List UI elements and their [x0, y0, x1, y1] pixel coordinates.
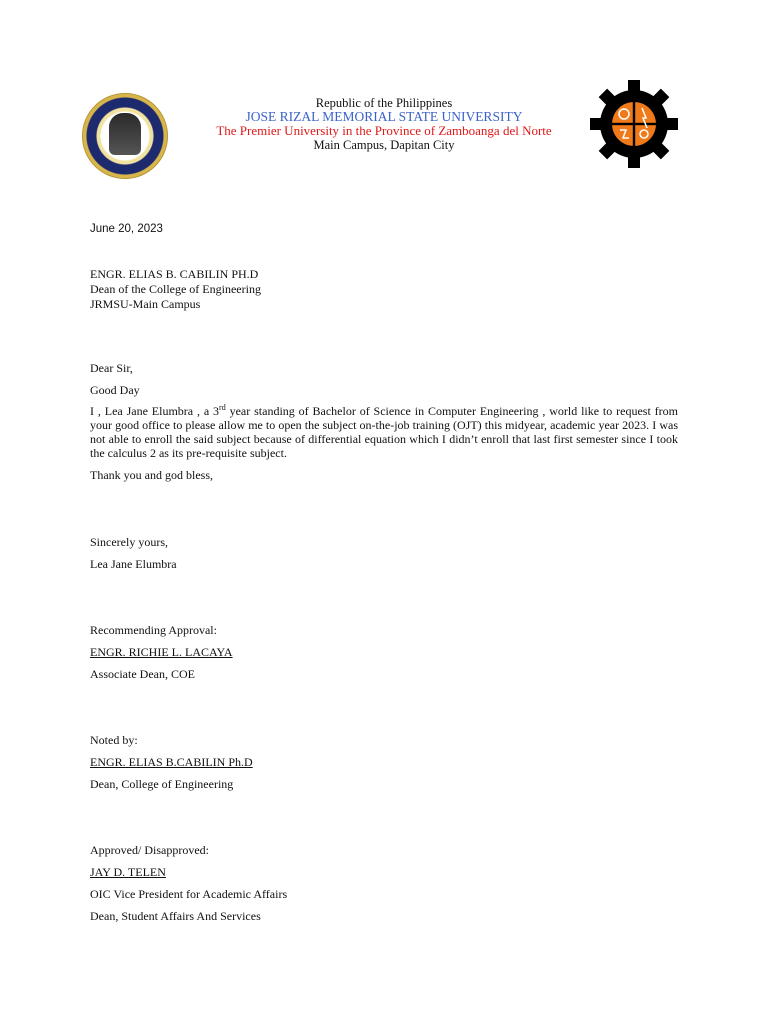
- recipient-name: ENGR. ELIAS B. CABILIN PH.D: [90, 267, 259, 281]
- greeting: Good Day: [90, 383, 140, 397]
- salutation: Dear Sir,: [90, 361, 133, 375]
- closing-thanks: Thank you and god bless,: [90, 468, 213, 482]
- recipient-block: [90, 267, 261, 312]
- recipient-position: Dean of the College of Engineering: [90, 282, 261, 296]
- noted-label: Noted by:: [90, 733, 138, 747]
- letter-date: June 20, 2023: [90, 223, 163, 235]
- letterhead-university: JOSE RIZAL MEMORIAL STATE UNIVERSITY: [245, 109, 523, 124]
- noted-name: ENGR. ELIAS B.CABILIN Ph.D: [90, 755, 253, 769]
- approved-title-1: OIC Vice President for Academic Affairs: [90, 887, 288, 901]
- letterhead-tagline: The Premier University in the Province of Zamboanga del Norte: [216, 123, 552, 138]
- noted-title: Dean, College of Engineering: [90, 777, 234, 791]
- recommending-label: Recommending Approval:: [90, 623, 217, 637]
- body-part2: year standing of Bachelor of Science in Computer Engineering , world like to request from your good office to please allow me to open the subject on-the-job training (OJT) this midyear, academic year 2023. I was not able to enroll the said subject because of differential equation which I didn’t enroll that last first semester since I took the calculus 2 as its pre-requisite subject.: [90, 404, 678, 460]
- letter-body: [90, 404, 678, 460]
- engineering-gear-logo-icon: [590, 80, 678, 168]
- closing: Sincerely yours,: [90, 535, 168, 549]
- recommending-title: Associate Dean, COE: [90, 667, 195, 681]
- approved-name: JAY D. TELEN: [90, 865, 166, 879]
- letterhead-republic: Republic of the Philippines: [315, 96, 453, 110]
- letterhead: [0, 80, 768, 170]
- approved-label: Approved/ Disapproved:: [90, 843, 209, 857]
- body-ordinal: rd: [219, 403, 226, 412]
- letterhead-campus: Main Campus, Dapitan City: [313, 138, 455, 152]
- body-part1: I , Lea Jane Elumbra , a 3: [90, 404, 220, 418]
- sender-name: Lea Jane Elumbra: [90, 557, 177, 571]
- recommending-name: ENGR. RICHIE L. LACAYA: [90, 645, 233, 659]
- approved-title-2: Dean, Student Affairs And Services: [90, 909, 261, 923]
- recipient-office: JRMSU-Main Campus: [90, 297, 201, 311]
